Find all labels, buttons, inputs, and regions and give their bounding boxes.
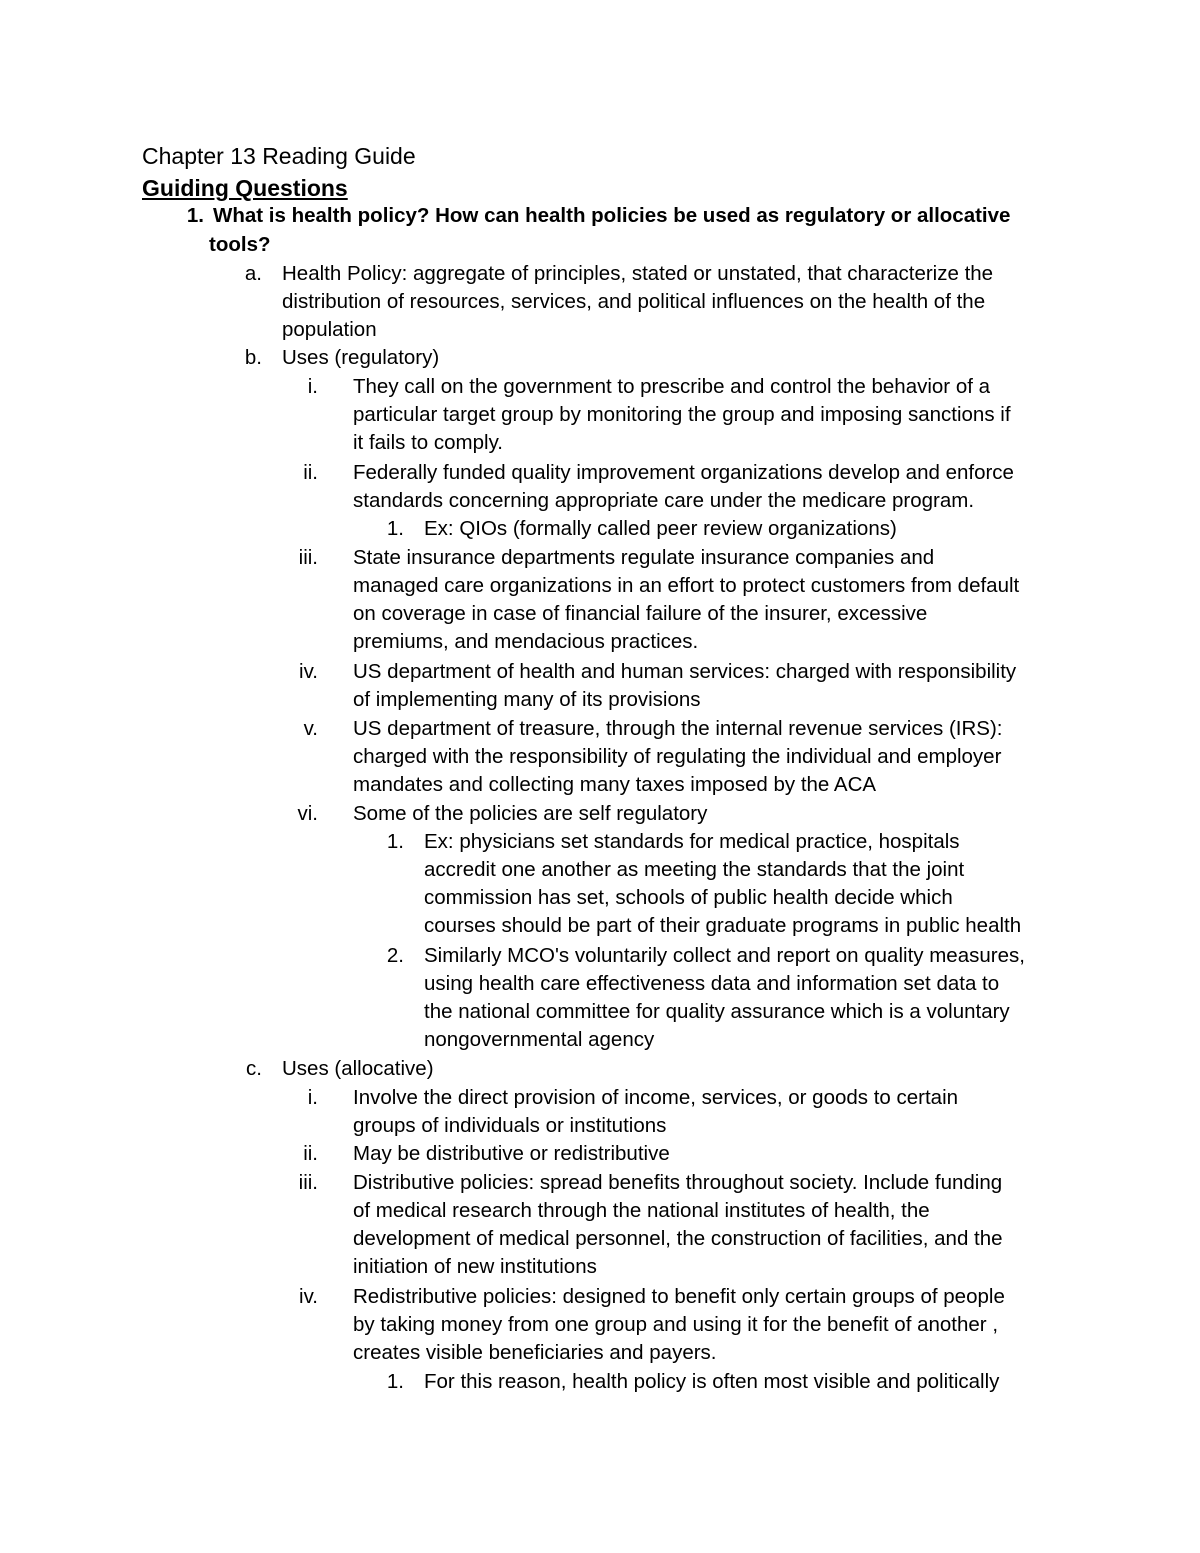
list-item-text: Redistributive policies: designed to benefit only certain groups of people (353, 1285, 1005, 1308)
list-item-text: Similarly MCO's voluntarily collect and report on quality measures, (424, 944, 1025, 967)
list-marker: 1. (386, 830, 404, 853)
list-marker: ii. (303, 1142, 318, 1165)
list-marker: 1. (386, 517, 404, 540)
section-heading: Guiding Questions (142, 175, 348, 201)
list-marker: iii. (298, 546, 318, 569)
list-item-text: commission has set, schools of public health decide which (424, 886, 953, 909)
list-item-text: distribution of resources, services, and political influences on the health of the (282, 290, 986, 313)
list-item-text: groups of individuals or institutions (353, 1114, 667, 1137)
list-item-label: Uses (allocative) (282, 1057, 434, 1080)
list-item-text: Federally funded quality improvement organizations develop and enforce (353, 461, 1014, 484)
list-item-text: They call on the government to prescribe and control the behavior of a (353, 375, 991, 398)
list-item-text: State insurance departments regulate insurance companies and (353, 546, 935, 569)
list-item-text: it fails to comply. (353, 431, 503, 454)
list-item-text: Ex: QIOs (formally called peer review organizations) (424, 517, 897, 540)
list-item-text: managed care organizations in an effort to protect customers from default (353, 574, 1020, 597)
list-item-label: Some of the policies are self regulatory (353, 802, 708, 825)
list-item-text: by taking money from one group and using it for the benefit of another , (353, 1313, 999, 1336)
list-marker: v. (303, 717, 318, 740)
list-marker: iv. (299, 1285, 318, 1308)
question-text-line: What is health policy? How can health policies be used as regulatory or allocative (213, 204, 1011, 227)
document-title: Chapter 13 Reading Guide (142, 143, 416, 169)
list-item-text: population (282, 318, 377, 341)
list-item-text: Health Policy: aggregate of principles, stated or unstated, that characterize the (282, 262, 994, 285)
list-item-text: Involve the direct provision of income, services, or goods to certain (353, 1086, 959, 1109)
list-marker: vi. (297, 802, 318, 825)
list-item-text: development of medical personnel, the construction of facilities, and the (353, 1227, 1003, 1250)
list-marker: a. (244, 262, 262, 285)
list-item-text: on coverage in case of financial failure of the insurer, excessive (353, 602, 928, 625)
list-item-text: of implementing many of its provisions (353, 688, 701, 711)
list-item-text: For this reason, health policy is often most visible and politically (424, 1370, 1000, 1393)
list-item-text: Distributive policies: spread benefits throughout society. Include funding (353, 1171, 1003, 1194)
list-item-text: US department of health and human services: charged with responsibility (353, 660, 1017, 683)
list-item-label: Uses (regulatory) (282, 346, 440, 369)
list-item-text: US department of treasure, through the internal revenue services (IRS): (353, 717, 1003, 740)
list-item-text: nongovernmental agency (424, 1028, 655, 1051)
list-item-text: courses should be part of their graduate programs in public health (424, 914, 1022, 937)
list-item-text: Ex: physicians set standards for medical practice, hospitals (424, 830, 960, 853)
list-marker: 1. (386, 1370, 404, 1393)
list-item-text: May be distributive or redistributive (353, 1142, 670, 1165)
list-marker: 2. (386, 944, 404, 967)
list-marker: i. (307, 375, 318, 398)
list-item-text: particular target group by monitoring the group and imposing sanctions if (353, 403, 1011, 426)
list-item-text: using health care effectiveness data and information set data to (424, 972, 1000, 995)
list-item-text: accredit one another as meeting the standards that the joint (424, 858, 965, 881)
list-marker: b. (244, 346, 262, 369)
list-marker: i. (307, 1086, 318, 1109)
list-marker: iii. (298, 1171, 318, 1194)
list-item-text: standards concerning appropriate care under the medicare program. (353, 489, 975, 512)
list-item-text: of medical research through the national institutes of health, the (353, 1199, 930, 1222)
list-marker: ii. (303, 461, 318, 484)
list-item-text: mandates and collecting many taxes imposed by the ACA (353, 773, 877, 796)
question-text-line: tools? (209, 233, 271, 256)
list-item-text: creates visible beneficiaries and payers. (353, 1341, 717, 1364)
list-marker: iv. (299, 660, 318, 683)
list-item-text: premiums, and mendacious practices. (353, 630, 699, 653)
list-item-text: initiation of new institutions (353, 1255, 597, 1278)
list-marker: c. (246, 1057, 262, 1080)
question-number: 1. (186, 204, 204, 227)
list-item-text: charged with the responsibility of regulating the individual and employer (353, 745, 1002, 768)
list-item-text: the national committee for quality assurance which is a voluntary (424, 1000, 1010, 1023)
